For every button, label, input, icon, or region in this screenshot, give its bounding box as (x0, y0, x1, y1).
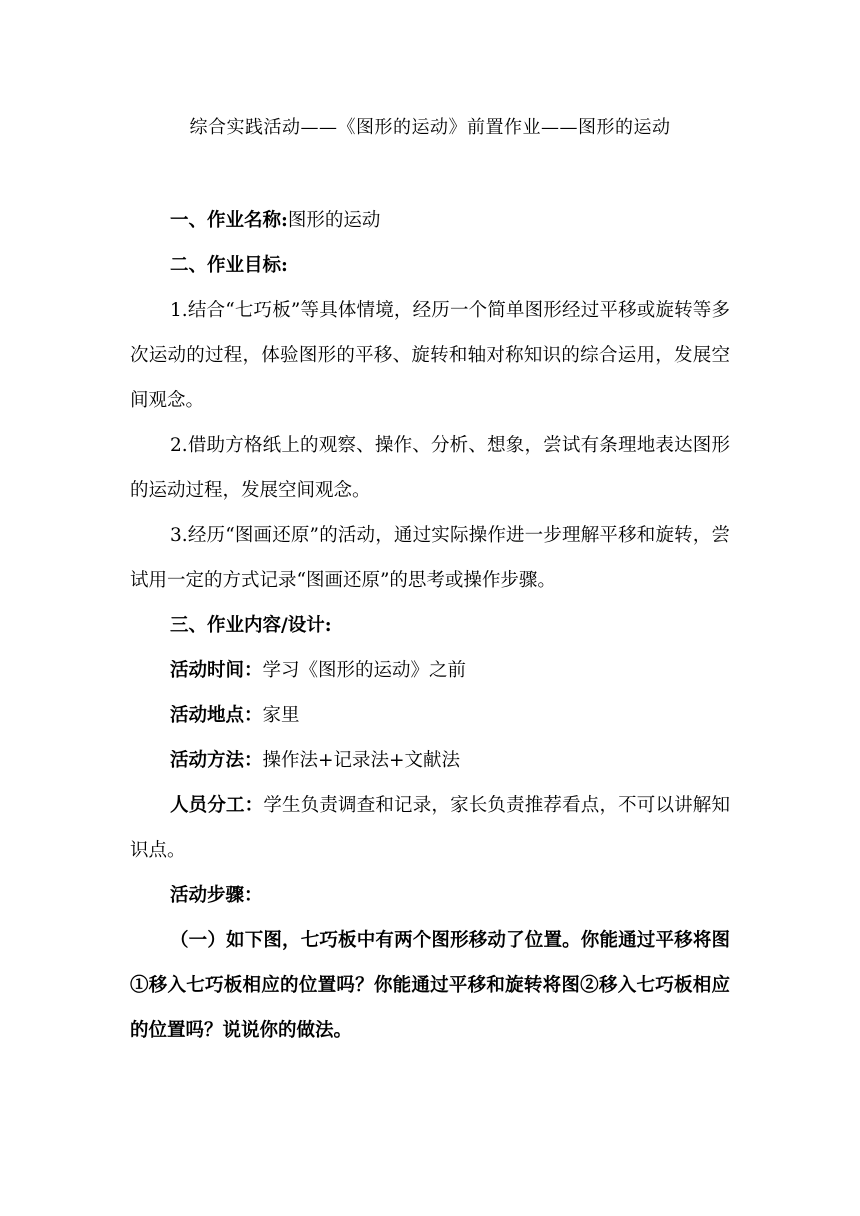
activity-method-value: 操作法+记录法+文献法 (262, 750, 461, 771)
activity-method-label: 活动方法： (170, 750, 263, 771)
activity-time (130, 648, 730, 693)
activity-place-label: 活动地点： (170, 705, 263, 726)
activity-time-value: 学习《图形的运动》之前 (262, 660, 467, 681)
section-heading-name: 一、作业名称: (170, 210, 288, 231)
activity-place (130, 693, 730, 738)
section-content-design (130, 603, 730, 648)
activity-time-label: 活动时间： (170, 660, 263, 681)
goal-item: 3.经历“图画还原”的活动，通过实际操作进一步理解平移和旋转，尝试用一定的方式记录“图画还原”的思考或操作步骤。 (130, 525, 730, 591)
staff-division-label: 人员分工： (170, 795, 264, 816)
section-assignment-name (130, 198, 730, 243)
goal-item: 2.借助方格纸上的观察、操作、分析、想象，尝试有条理地表达图形的运动过程，发展空间观念。 (130, 435, 730, 501)
section-heading-goals: 二、作业目标: (170, 255, 288, 276)
document-body (130, 198, 730, 1053)
document-title: 综合实践活动——《图形的运动》前置作业——图形的运动 (189, 117, 671, 138)
staff-division (130, 783, 730, 873)
activity-place-value: 家里 (262, 705, 300, 726)
activity-steps (130, 873, 730, 918)
activity-method (130, 738, 730, 783)
step-one: （一）如下图，七巧板中有两个图形移动了位置。你能通过平移将图①移入七巧板相应的位置吗？你能通过平移和旋转将图②移入七巧板相应的位置吗？说说你的做法。 (130, 930, 730, 1041)
activity-steps-label: 活动步骤： (170, 885, 263, 906)
staff-division-value: 学生负责调查和记录，家长负责推荐看点，不可以讲解知识点。 (130, 795, 730, 861)
goal-item: 1.结合“七巧板”等具体情境，经历一个简单图形经过平移或旋转等多次运动的过程，体验图形的平移、旋转和轴对称知识的综合运用，发展空间观念。 (130, 300, 730, 411)
assignment-name-value: 图形的运动 (287, 210, 381, 231)
section-goals (130, 243, 730, 288)
section-heading-content: 三、作业内容/设计: (170, 615, 332, 636)
